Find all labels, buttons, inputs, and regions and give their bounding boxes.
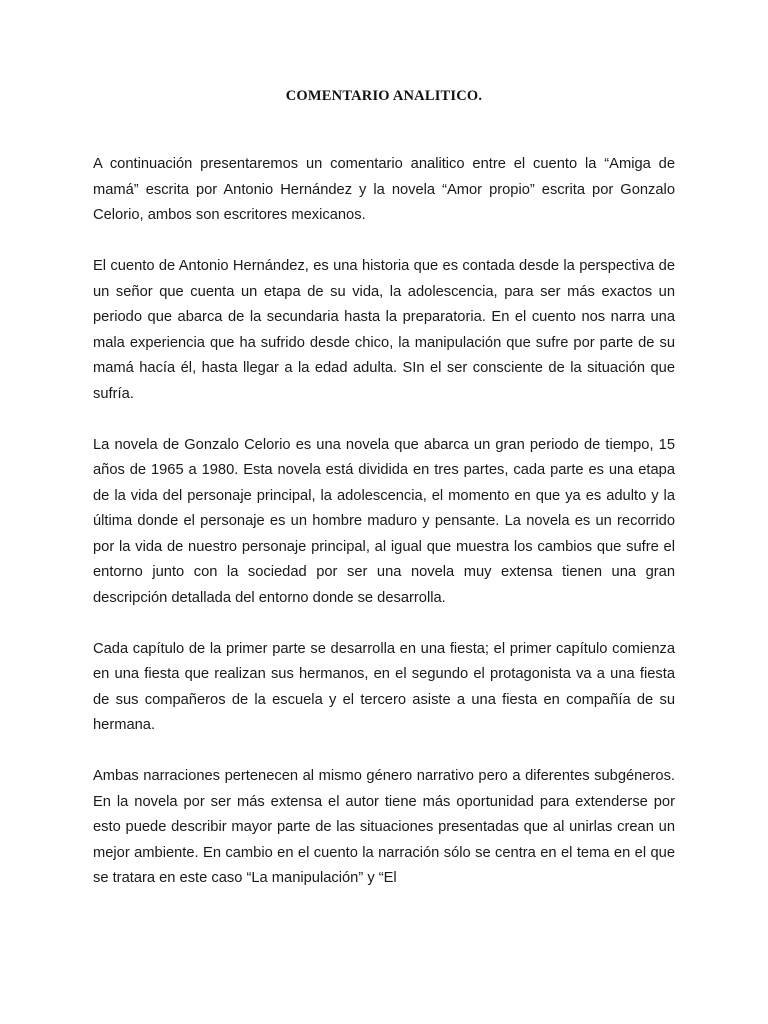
paragraph-novela: La novela de Gonzalo Celorio es una novela que abarca un gran periodo de tiempo, 15 años de 1965 a 1980. Esta novela está dividida en tres partes, cada parte es una etapa de la vida del personaje principal, la adolescencia, el momento en que ya es adulto y la última donde el personaje es un hombre maduro y pensante. La novela es un recorrido por la vida de nuestro personaje principal, al igual que muestra los cambios que sufre el entorno junto con la sociedad por ser una novela muy extensa tienen una gran descripción detallada del entorno donde se desarrolla. [93, 436, 675, 606]
paragraph-intro: A continuación presentaremos un comentario analitico entre el cuento la “Amiga de mamá” escrita por Antonio Hernández y la novela “Amor propio” escrita por Gonzalo Celorio, ambos son escritores mexicanos. [93, 156, 675, 223]
paragraph-capitulos: Cada capítulo de la primer parte se desarrolla en una fiesta; el primer capítulo comienza en una fiesta que realizan sus hermanos, en el segundo el protagonista va a una fiesta de sus compañeros de la escuela y el tercero asiste a una fiesta en compañía de su hermana. [93, 640, 675, 733]
document-title: COMENTARIO ANALITICO. [285, 88, 483, 104]
paragraph-cuento: El cuento de Antonio Hernández, es una historia que es contada desde la perspectiva de un señor que cuenta un etapa de su vida, la adolescencia, para ser más exactos un periodo que abarca de la secundaria hasta la preparatoria. En el cuento nos narra una mala experiencia que ha sufrido desde chico, la manipulación que sufre por parte de su mamá hacía él, hasta llegar a la edad adulta. SIn el ser consciente de la situación que sufría. [93, 258, 675, 402]
document-body [93, 152, 675, 892]
paragraph-generos: Ambas narraciones pertenecen al mismo género narrativo pero a diferentes subgéneros. En la novela por ser más extensa el autor tiene más oportunidad para extenderse por esto puede describir mayor parte de las situaciones presentadas que al unirlas crean un mejor ambiente. En cambio en el cuento la narración sólo se centra en el tema en el que se tratara en este caso “La manipulación” y “El [93, 768, 675, 886]
